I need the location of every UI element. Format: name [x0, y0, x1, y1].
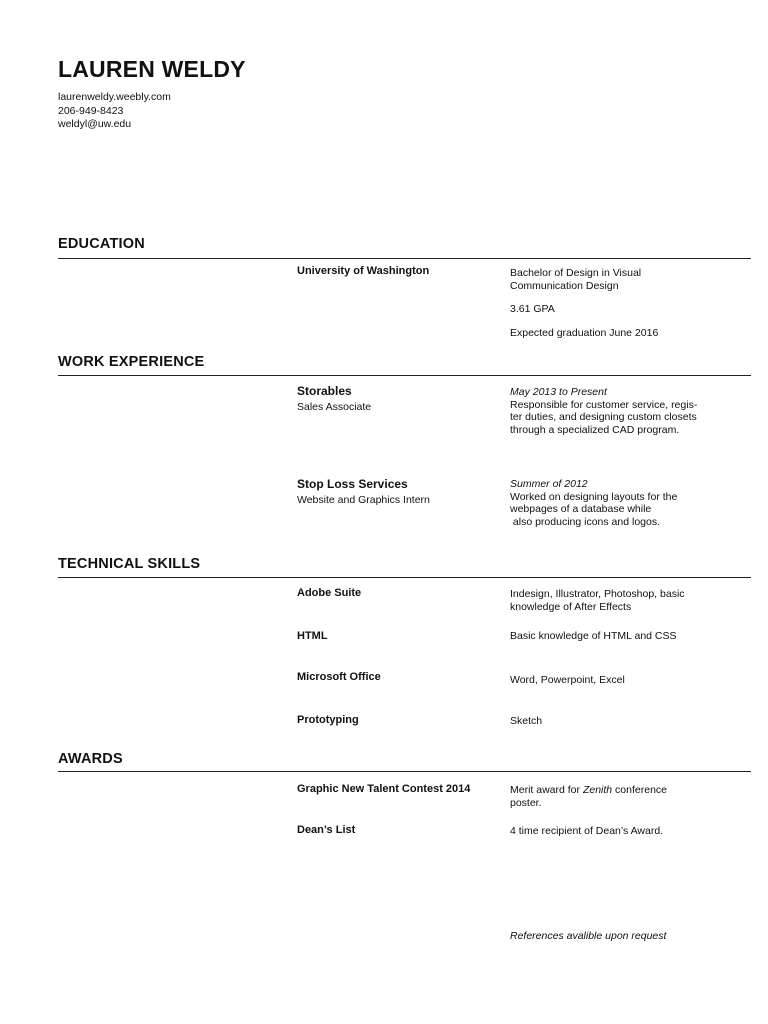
award-text: conference [612, 784, 667, 796]
award-name: Dean’s List [297, 824, 356, 836]
skill-name: HTML [297, 630, 328, 642]
job-description-line: Worked on designing layouts for the [510, 490, 678, 503]
award-name: Graphic New Talent Contest 2014 [297, 783, 471, 795]
degree-line: Bachelor of Design in Visual [510, 267, 642, 279]
award-description-line [510, 784, 710, 797]
section-divider [58, 258, 751, 259]
skill-name: Adobe Suite [297, 587, 362, 599]
skill-name: Prototyping [297, 714, 359, 726]
section-title-work: WORK EXPERIENCE [58, 354, 205, 370]
job-company: Storables [297, 384, 352, 398]
section-title-skills: TECHNICAL SKILLS [58, 556, 201, 572]
job-dates: May 2013 to Present [510, 386, 607, 398]
degree-line: Communication Design [510, 279, 619, 292]
phone-number: 206-949-8423 [58, 104, 124, 117]
section-divider [58, 375, 751, 376]
education-details [510, 267, 710, 340]
award-description-line: 4 time recipient of Dean’s Award. [510, 825, 664, 837]
gpa: 3.61 GPA [510, 303, 555, 316]
email-link[interactable]: weldyl@uw.edu [58, 118, 132, 130]
job-description-line: through a specialized CAD program. [510, 424, 680, 437]
skill-name: Microsoft Office [297, 671, 381, 683]
job-role: Website and Graphics Intern [297, 494, 430, 506]
award-details [510, 784, 710, 809]
section-title-awards: AWARDS [58, 751, 123, 767]
section-divider [58, 771, 751, 772]
award-description-line: poster. [510, 796, 542, 809]
section-divider [58, 577, 751, 578]
references-note: References avalible upon request [510, 930, 667, 942]
skill-details [510, 630, 710, 643]
skill-details [510, 715, 710, 728]
skill-description-line: knowledge of After Effects [510, 600, 632, 613]
job-dates: Summer of 2012 [510, 478, 588, 490]
graduation-date: Expected graduation June 2016 [510, 327, 659, 340]
award-text: Merit award for [510, 784, 583, 796]
skill-details [510, 674, 710, 687]
skill-description-line: Indesign, Illustrator, Photoshop, basic [510, 588, 685, 600]
skill-description-line: Basic knowledge of HTML and CSS [510, 630, 677, 642]
website-link[interactable]: laurenweldy.weebly.com [58, 91, 171, 103]
job-description-line: ter duties, and designing custom closets [510, 411, 697, 424]
job-details [510, 386, 710, 437]
award-emphasis: Zenith [582, 784, 613, 796]
school-name: University of Washington [297, 265, 430, 277]
job-role: Sales Associate [297, 401, 372, 413]
job-description-line: webpages of a database while [510, 503, 652, 516]
section-title-education: EDUCATION [58, 236, 145, 252]
award-details [510, 825, 710, 838]
job-details [510, 478, 710, 529]
skill-details [510, 588, 710, 613]
job-company: Stop Loss Services [297, 477, 408, 491]
resume-name: LAUREN WELDY [58, 56, 246, 82]
skill-description-line: Word, Powerpoint, Excel [510, 674, 625, 686]
contact-info [58, 91, 171, 132]
job-description-line: also producing icons and logos. [510, 516, 661, 529]
skill-description-line: Sketch [510, 715, 543, 727]
job-description-line: Responsible for customer service, regis- [510, 398, 698, 411]
